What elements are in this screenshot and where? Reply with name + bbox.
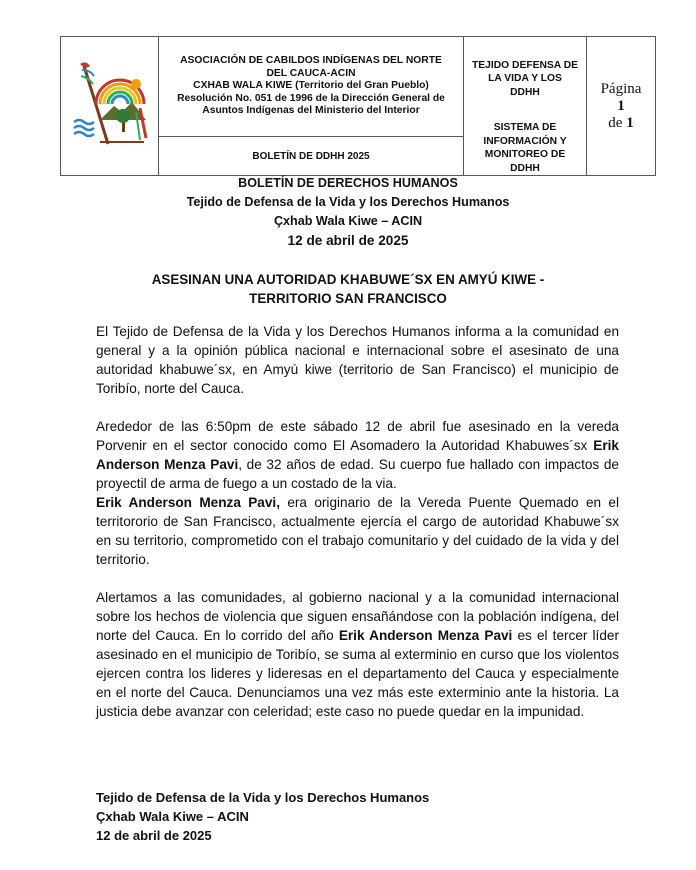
signature-org: Çxhab Wala Kiwe – ACIN	[96, 809, 249, 824]
alert-text-a: Alertamos a las comunidades, al gobierno nacional y a la comunidad internacional sobre los hechos de violencia que siguen ensañándose con la población indígena, del norte del Cauca. En lo corrido del año	[96, 590, 619, 643]
page-indicator	[587, 37, 656, 176]
victim-name-3: Erik Anderson Menza Pavi	[338, 628, 513, 643]
acin-logo	[70, 58, 150, 150]
paragraph-intro: El Tejido de Defensa de la Vida y los Derechos Humanos informa a la comunidad en general y a la opinión pública nacional e internacional sobre el asesinato de una autoridad khabuwe´sx, en Amyú kiwe (territorio de San Francisco) el municipio de Toribío, norte del Cauca.	[96, 324, 619, 396]
boletin-label: BOLETÍN DE DDHH 2025	[159, 137, 464, 176]
headline-line1: ASESINAN UNA AUTORIDAD KHABUWE´SX EN AMYÚ KIWE -	[151, 272, 545, 287]
sistema-line2: INFORMACIÓN Y	[483, 135, 567, 147]
tejido-system-cell	[464, 37, 587, 176]
title-block	[0, 174, 696, 250]
event-text-a: Arededor de las 6:50pm de este sábado 12 de abril fue asesinado en la vereda Porvenir en el sector conocido como El Asomadero la Autoridad Khabuwes´sx	[96, 419, 619, 453]
sistema-line1: SISTEMA DE	[493, 122, 557, 133]
page-of: de	[608, 114, 623, 131]
org-resolution-line1: Resolución No. 051 de 1996 de la Dirección General de	[177, 92, 445, 104]
page-number: 1	[617, 97, 625, 114]
bulletin-org: Çxhab Wala Kiwe – ACIN	[273, 214, 423, 228]
tejido-line1: TEJIDO DEFENSA DE	[471, 59, 579, 71]
signature-issuer: Tejido de Defensa de la Vida y los Derechos Humanos	[96, 790, 430, 805]
page-total: 1	[626, 114, 634, 131]
sistema-line4: DDHH	[510, 162, 540, 174]
sistema-line3: MONITOREO DE	[484, 149, 566, 160]
headline	[0, 270, 696, 308]
alert-text-b: es el tercer líder asesinado en el municipio de Toribío, se suma al exterminio en curso que los violentos ejercen contra los lideres y lideresas en el departamento del Cauca y especialmente en el norte del Cauca. Denunciamos una vez más este exterminio ante la historia. La justicia debe avanzar con celeridad; este caso no puede quedar en la impunidad.	[96, 628, 619, 719]
organization-info	[159, 37, 464, 137]
victim-name: Erik Anderson Menza Pavi	[96, 438, 619, 472]
org-name-line1: ASOCIACIÓN DE CABILDOS INDÍGENAS DEL NORTE	[180, 55, 442, 67]
page-of-total	[587, 115, 655, 132]
signature-date: 12 de abril de 2025	[96, 828, 212, 843]
victim-name-2: Erik Anderson Menza Pavi,	[96, 495, 280, 510]
acin-logo-cell	[61, 37, 159, 176]
bulletin-issuer: Tejido de Defensa de la Vida y los Derechos Humanos	[186, 195, 510, 209]
org-name-line2: DEL CAUCA-ACIN	[266, 67, 356, 79]
page-word: Página	[600, 80, 642, 97]
signature-block	[96, 788, 429, 845]
paragraph-event	[96, 417, 619, 493]
headline-line2: TERRITORIO SAN FRANCISCO	[249, 291, 447, 306]
bulletin-title: BOLETÍN DE DERECHOS HUMANOS	[238, 176, 458, 190]
tejido-line3: DDHH	[510, 86, 540, 98]
header-table	[60, 36, 656, 176]
victim-text: era originario de la Vereda Puente Quemado en el territororio de San Francisco, actualmente ejercía el cargo de autoridad Khabuwe´sx en su territorio, comprometido con el trabajo comunitario y del cuidado de la vida y del territorio.	[96, 495, 619, 567]
paragraph-victim	[96, 493, 619, 569]
event-text-b: , de 32 años de edad. Su cuerpo fue hallado con impactos de proyectil de arma de fuego a un costado de la via.	[96, 457, 619, 491]
org-territory: CXHAB WALA KIWE (Territorio del Gran Pueblo)	[193, 80, 429, 92]
org-resolution-line2: Asuntos Indígenas del Ministerio del Interior	[202, 105, 420, 117]
paragraph-alert	[96, 588, 619, 721]
bulletin-date: 12 de abril de 2025	[287, 233, 409, 248]
tejido-line2: LA VIDA Y LOS	[488, 73, 562, 85]
